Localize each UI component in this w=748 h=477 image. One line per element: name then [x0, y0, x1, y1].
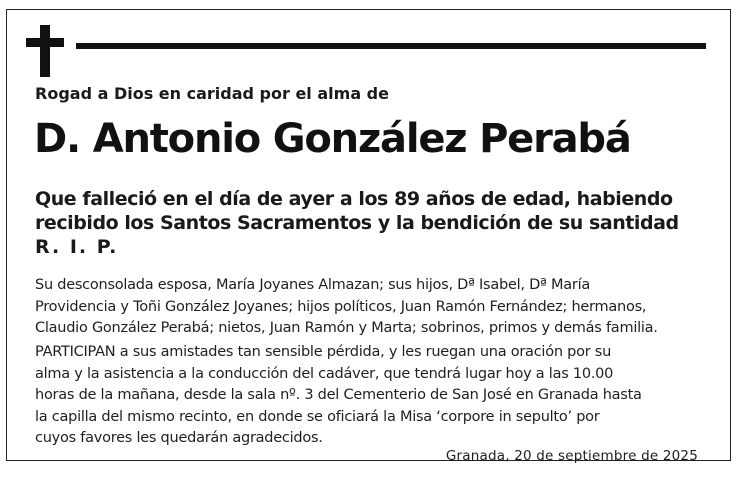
cross-icon-horizontal-bar	[26, 38, 64, 47]
family-line: Providencia y Toñi González Joyanes; hijos políticos, Juan Ramón Fernández; hermanos,	[35, 298, 647, 315]
participan-line: la capilla del mismo recinto, en donde se oficiará la Misa ‘corpore in sepulto’ por	[35, 408, 600, 425]
participan-paragraph	[35, 342, 725, 450]
participan-line: cuyos favores les quedarán agradecidos.	[35, 430, 323, 446]
rip-text: R. I. P.	[35, 236, 119, 258]
participan-line: horas de la mañana, desde la sala nº. 3 del Cementerio de San José en Granada hasta	[35, 387, 642, 403]
lead-text	[35, 187, 725, 259]
family-line: Claudio González Perabá; nietos, Juan Ramón y Marta; sobrinos, primos y demás familia.	[35, 320, 658, 336]
intro-text: Rogad a Dios en caridad por el alma de	[35, 84, 389, 103]
cross-icon-vertical-bar	[40, 25, 50, 77]
participan-line: alma y la asistencia a la conducción del cadáver, que tendrá lugar hoy a las 10.00	[35, 365, 614, 382]
notice-header	[26, 25, 708, 77]
lead-line: recibido los Santos Sacramentos y la bendición de su santidad	[35, 212, 679, 234]
family-line: Su desconsolada esposa, María Joyanes Almazan; sus hijos, Dª Isabel, Dª María	[35, 277, 590, 293]
family-paragraph	[35, 275, 725, 340]
lead-line: Que falleció en el día de ayer a los 89 años de edad, habiendo	[35, 188, 673, 210]
participan-line: PARTICIPAN a sus amistades tan sensible pérdida, y les ruegan una oración por su	[35, 344, 612, 360]
obituary-notice	[6, 9, 731, 464]
cross-icon	[26, 25, 64, 77]
header-rule	[76, 43, 706, 49]
deceased-name: D. Antonio González Perabá	[34, 116, 631, 162]
dateline: Granada, 20 de septiembre de 2025	[445, 448, 698, 464]
